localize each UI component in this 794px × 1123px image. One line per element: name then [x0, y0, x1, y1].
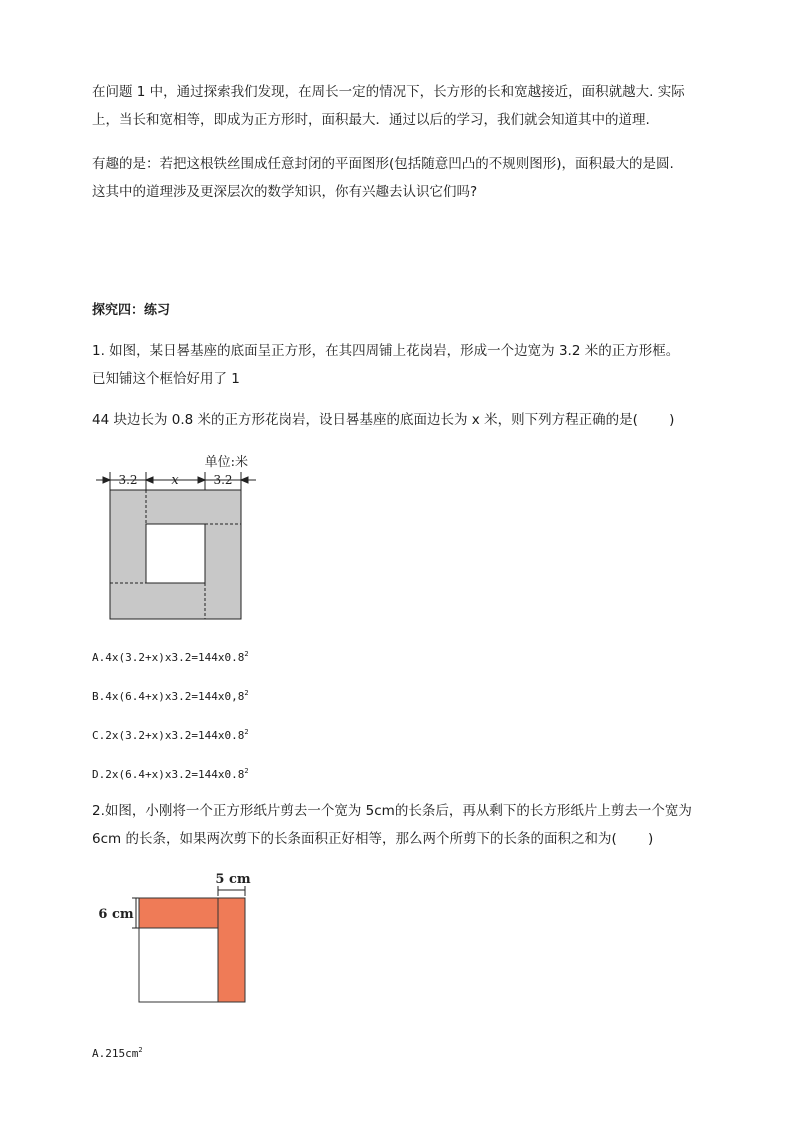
- dim-right-label: 3.2: [213, 473, 233, 487]
- q2-option-a: $A.215cm^2$: [92, 1046, 143, 1060]
- text-line: 已知铺这个框恰好用了 1: [92, 371, 240, 387]
- dim-mid-label: x: [171, 473, 179, 488]
- dim-left-label: 3.2: [118, 473, 138, 487]
- section-title: 探究四：练习: [92, 303, 171, 318]
- question-1-text: [92, 337, 679, 393]
- sundial-frame-figure: [88, 450, 268, 625]
- top-strip: [139, 898, 218, 928]
- text-line: 在问题 1 中，通过探索我们发现，在周长一定的情况下，长方形的长和宽越接近，面积就越大. 实际: [92, 84, 685, 100]
- option-d: $D.2x(6.4+x)x3.2=144x0.8^2$: [92, 767, 249, 781]
- label-5cm: 5 cm: [215, 872, 251, 887]
- base-square: [146, 524, 205, 583]
- paper-strips-figure: [90, 866, 260, 1006]
- option-b: $B.4x(6.4+x)x3.2=144x0,8^2$: [92, 689, 249, 703]
- text-line: 这其中的道理涉及更深层次的数学知识，你有兴趣去认识它们吗?: [92, 184, 478, 200]
- question-1-text-continued: [92, 406, 674, 434]
- text-line: 有趣的是：若把这根铁丝围成任意封闭的平面图形(包括随意凹凸的不规则图形)，面积最大的是圆.: [92, 156, 674, 172]
- question-2-text: [92, 797, 692, 853]
- unit-label: 单位:米: [204, 455, 248, 470]
- text-line: 6cm 的长条，如果两次剪下的长条面积正好相等，那么两个所剪下的长条的面积之和为( ): [92, 831, 654, 847]
- right-strip: [218, 898, 245, 1002]
- label-6cm: 6 cm: [98, 907, 134, 922]
- intro-paragraph-2: [92, 150, 712, 206]
- text-line: 44 块边长为 0.8 米的正方形花岗岩，设日晷基座的底面边长为 x 米，则下列方程正确的是( ): [92, 412, 675, 428]
- intro-paragraph-1: [92, 78, 712, 134]
- option-c: $C.2x(3.2+x)x3.2=144x0.8^2$: [92, 728, 249, 742]
- width-arrow-5cm: [218, 886, 245, 896]
- text-line: 上，当长和宽相等，即成为正方形时，面积最大．通过以后的学习，我们就会知道其中的道理.: [92, 112, 650, 128]
- option-a: $A.4x(3.2+x)x3.2=144x0.8^2$: [92, 650, 249, 664]
- text-line: 2.如图，小刚将一个正方形纸片剪去一个宽为 5cm的长条后，再从剩下的长方形纸片上剪去一个宽为: [92, 803, 692, 819]
- text-line: 1. 如图，某日晷基座的底面呈正方形，在其四周铺上花岗岩，形成一个边宽为 3.2 米的正方形框。: [92, 343, 680, 359]
